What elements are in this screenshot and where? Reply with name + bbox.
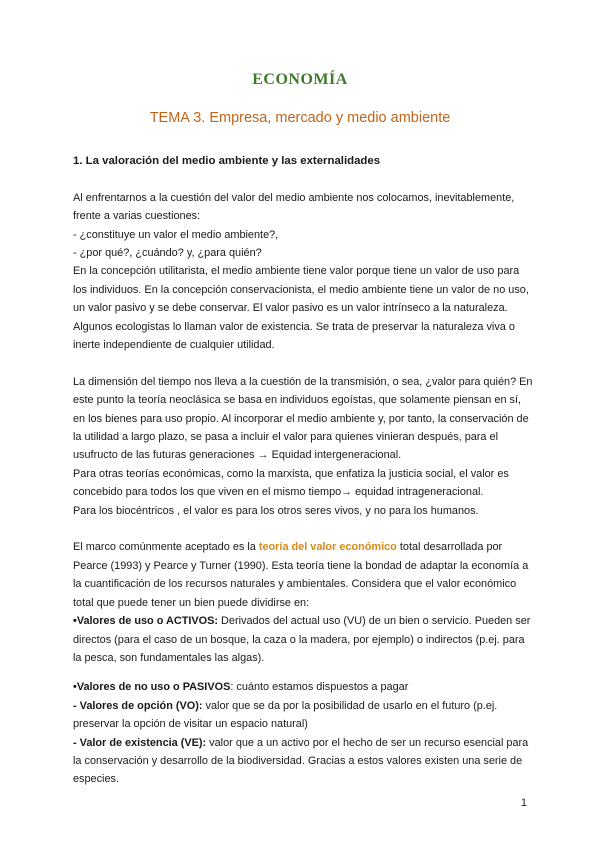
paragraph-marxist: Para otras teorías económicas, como la marxista, que enfatiza la justicia social, el valor es concebido para todos los que viven en el mismo tiempo→ equidad intrageneracional. xyxy=(73,467,509,499)
bold-label: - Valores de opción (VO): xyxy=(73,699,203,712)
document-title: ECONOMÍA xyxy=(252,71,348,88)
highlighted-term: teoría del valor económico xyxy=(258,541,397,554)
paragraph-intro: Al enfrentarnos a la cuestión del valor del medio ambiente nos colocamos, inevitablemente, frente a varias cuestiones: xyxy=(73,191,515,223)
paragraph-active-values xyxy=(73,612,535,667)
page-number: 1 xyxy=(520,797,527,809)
paragraph-economic-value xyxy=(73,538,535,612)
paragraph-time-dimension: La dimensión del tiempo nos lleva a la cuestión de la transmisión, o sea, ¿valor para quién? En este punto la teoría neoclásica se basa en individuos egoístas, que solamente piensan en sí, en los bienes para uso propio. Al incorporar el medio ambiente y, por tanto, la conservación de la utilidad a largo plazo, se pasa a incluir el valor para quienes vinieran después, para el usufructo de las futuras generaciones → Equidad intergeneracional. xyxy=(73,375,533,462)
paragraph-existence-value xyxy=(73,734,535,789)
section-heading: 1. La valoración del medio ambiente y las externalidades xyxy=(73,155,381,167)
question-line-2: - ¿por qué?, ¿cuándo? y, ¿para quién? xyxy=(73,247,262,260)
text-span: : cuánto estamos dispuestos a pagar xyxy=(230,681,409,694)
text-span: Derivados del actual uso (VU) de un bien o servicio. Pueden ser directos (para el caso de un bosque, la caza o la madera, por ejemplo) o indirectos (p.ej. para la pesca, son fundamentales las algas). xyxy=(73,615,531,664)
bold-label: •Valores de no uso o PASIVOS xyxy=(73,681,231,694)
text-span: El marco comúnmente aceptado es la xyxy=(73,541,259,554)
paragraph-passive-values xyxy=(73,678,535,696)
paragraph-concepts: En la concepción utilitarista, el medio ambiente tiene valor porque tiene un valor de uso para los individuos. En la concepción conservacionista, el medio ambiente tiene un valor de no uso, un valor pasivo y se debe conservar. El valor pasivo es un valor intrínseco a la naturaleza. Algunos ecologistas lo llaman valor de existencia. Se trata de preservar la naturaleza viva o inerte independiente de cualquier utilidad. xyxy=(73,265,529,352)
text-span: valor que se da por la posibilidad de usarlo en el futuro (p.ej. preservar la opción de visitar un espacio natural) xyxy=(73,699,498,731)
document-body xyxy=(73,152,535,789)
question-line-1: - ¿constituye un valor el medio ambiente?, xyxy=(73,228,279,241)
text-span: valor que a un activo por el hecho de ser un recurso esencial para la conservación y desarrollo de la biodiversidad. Gracias a estos valores existen una serie de especies. xyxy=(73,736,529,786)
bold-label: - Valor de existencia (VE): xyxy=(73,736,207,749)
bold-label: •Valores de uso o ACTIVOS: xyxy=(73,615,219,628)
document-subtitle: TEMA 3. Empresa, mercado y medio ambiente xyxy=(149,110,451,126)
paragraph-option-value xyxy=(73,697,535,734)
paragraph-biocentric: Para los biocéntricos , el valor es para los otros seres vivos, y no para los humanos. xyxy=(73,504,479,517)
text-span: total desarrollada por Pearce (1993) y Pearce y Turner (1990). Esta teoría tiene la bondad de adaptar la economía a la cuantificación de los recursos naturales y ambientales. Considera que el valor económico total que puede tener un bien puede dividirse en: xyxy=(73,541,529,609)
